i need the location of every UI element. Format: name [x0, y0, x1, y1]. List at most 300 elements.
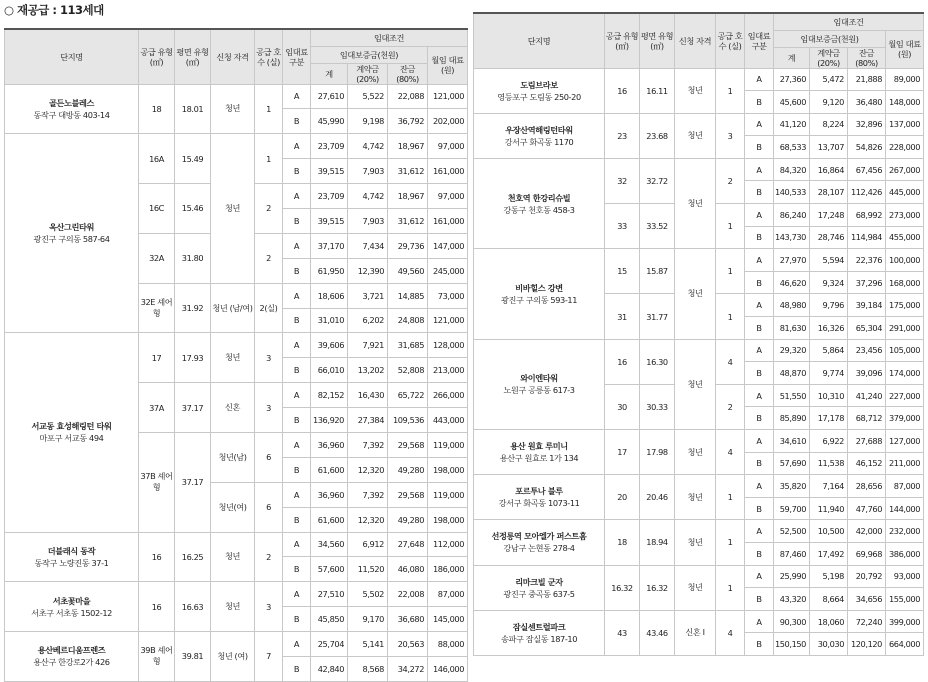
unit-count: 1	[255, 134, 283, 184]
deposit-total: 42,840	[311, 656, 348, 681]
monthly-rent: 148,000	[886, 91, 924, 114]
area: 16.11	[640, 68, 675, 113]
complex-address: 용산구 한강로2가 426	[33, 657, 110, 668]
monthly-rent: 232,000	[886, 520, 924, 543]
unit-count: 2	[255, 532, 283, 582]
monthly-rent: 266,000	[428, 383, 468, 408]
deposit-total: 35,820	[774, 475, 810, 498]
down-payment: 17,248	[810, 204, 848, 227]
deposit-total: 37,170	[311, 233, 348, 258]
table-row	[474, 520, 924, 543]
monthly-rent: 213,000	[428, 358, 468, 383]
down-payment: 28,746	[810, 226, 848, 249]
qualification: 청년	[675, 475, 716, 520]
deposit-total: 36,960	[311, 432, 348, 457]
balance: 52,808	[388, 358, 428, 383]
complex-address: 광진구 중곡동 637-5	[503, 588, 575, 599]
balance: 114,984	[848, 226, 886, 249]
complex-name-cell	[474, 430, 605, 475]
lease-type: B	[745, 226, 774, 249]
area: 15.46	[175, 184, 211, 234]
table-row	[5, 84, 468, 109]
deposit-total: 52,500	[774, 520, 810, 543]
down-payment: 7,392	[348, 432, 388, 457]
monthly-rent: 137,000	[886, 113, 924, 136]
qualification: 청년	[675, 565, 716, 610]
lease-type: A	[745, 68, 774, 91]
supply-type: 23	[605, 113, 640, 158]
unit-count: 1	[716, 565, 745, 610]
header-deposit: 임대보증금(천원)	[311, 46, 428, 63]
balance: 36,680	[388, 607, 428, 632]
deposit-total: 57,600	[311, 557, 348, 582]
header-qualification: 신청 자격	[211, 29, 255, 84]
header-lease-type: 임대료 구분	[283, 29, 311, 84]
down-payment: 9,198	[348, 109, 388, 134]
monthly-rent: 455,000	[886, 226, 924, 249]
down-payment: 5,594	[810, 249, 848, 272]
lease-type: B	[745, 362, 774, 385]
lease-type: B	[283, 358, 311, 383]
balance: 65,304	[848, 317, 886, 340]
unit-count: 2	[255, 233, 283, 283]
monthly-rent: 386,000	[886, 542, 924, 565]
down-payment: 17,178	[810, 407, 848, 430]
balance: 39,096	[848, 362, 886, 385]
qualification: 청년	[211, 333, 255, 383]
qualification: 청년(남)	[211, 432, 255, 482]
down-payment: 6,922	[810, 430, 848, 453]
balance: 20,792	[848, 565, 886, 588]
lease-type: B	[283, 457, 311, 482]
header-lease-conditions: 임대조건	[311, 29, 468, 46]
qualification: 신혼 I	[675, 610, 716, 655]
deposit-total: 41,120	[774, 113, 810, 136]
area: 18.01	[175, 84, 211, 134]
table-row	[5, 632, 468, 657]
qualification: 청년	[211, 84, 255, 134]
header-total: 계	[311, 63, 348, 84]
balance: 21,888	[848, 68, 886, 91]
deposit-total: 61,950	[311, 258, 348, 283]
supply-type: 32E 셰어형	[139, 283, 175, 333]
unit-count: 3	[255, 333, 283, 383]
lease-type: A	[745, 475, 774, 498]
down-payment: 16,326	[810, 317, 848, 340]
deposit-total: 59,700	[774, 497, 810, 520]
down-payment: 12,320	[348, 457, 388, 482]
area: 16.32	[640, 565, 675, 610]
balance: 20,563	[388, 632, 428, 657]
lease-type: A	[745, 158, 774, 181]
balance: 41,240	[848, 384, 886, 407]
balance: 22,376	[848, 249, 886, 272]
complex-address: 강남구 논현동 278-4	[503, 543, 575, 554]
lease-type: B	[283, 159, 311, 184]
deposit-total: 39,606	[311, 333, 348, 358]
supply-type: 17	[605, 430, 640, 475]
area: 32.72	[640, 158, 675, 203]
deposit-total: 136,920	[311, 408, 348, 433]
monthly-rent: 127,000	[886, 430, 924, 453]
complex-name-cell	[5, 333, 139, 532]
area: 17.93	[175, 333, 211, 383]
area: 33.52	[640, 204, 675, 249]
deposit-total: 25,990	[774, 565, 810, 588]
table-row	[474, 430, 924, 453]
complex-name: 골든노블레스	[48, 97, 95, 108]
lease-type: A	[283, 184, 311, 209]
unit-count: 1	[716, 520, 745, 565]
balance: 109,536	[388, 408, 428, 433]
unit-count: 6	[255, 432, 283, 482]
complex-address: 송파구 잠실동 187-10	[500, 633, 578, 644]
supply-type: 16	[139, 582, 175, 632]
left-lease-table	[4, 28, 468, 682]
table-row	[5, 582, 468, 607]
lease-type: B	[745, 91, 774, 114]
complex-name-cell	[474, 249, 605, 339]
deposit-total: 23,709	[311, 134, 348, 159]
area: 20.46	[640, 475, 675, 520]
complex-name: 도림브라보	[520, 79, 558, 90]
deposit-total: 45,990	[311, 109, 348, 134]
lease-type: A	[745, 565, 774, 588]
monthly-rent: 445,000	[886, 181, 924, 204]
right-lease-table	[473, 12, 924, 656]
supply-type: 31	[605, 294, 640, 339]
balance: 68,992	[848, 204, 886, 227]
table-row	[474, 610, 924, 633]
down-payment: 11,538	[810, 452, 848, 475]
monthly-rent: 87,000	[886, 475, 924, 498]
complex-name: 선정릉역 모아엘가 퍼스트홈	[491, 531, 587, 542]
lease-type: A	[283, 134, 311, 159]
down-payment: 30,030	[810, 633, 848, 656]
lease-type: A	[283, 84, 311, 109]
complex-name-cell	[5, 84, 139, 134]
lease-type: A	[283, 333, 311, 358]
lease-type: B	[283, 308, 311, 333]
balance: 69,968	[848, 542, 886, 565]
monthly-rent: 100,000	[886, 249, 924, 272]
deposit-total: 84,320	[774, 158, 810, 181]
lease-type: A	[745, 204, 774, 227]
complex-address: 광진구 구의동 593-11	[500, 294, 578, 305]
supply-type: 16	[605, 68, 640, 113]
qualification: 청년 (남/여)	[211, 283, 255, 333]
area: 39.81	[175, 632, 211, 682]
section-title: ○ 재공급 : 113세대	[4, 3, 104, 17]
monthly-rent: 273,000	[886, 204, 924, 227]
balance: 32,896	[848, 113, 886, 136]
supply-type: 32	[605, 158, 640, 203]
deposit-total: 36,960	[311, 482, 348, 507]
complex-address: 강서구 화곡동 1170	[504, 136, 574, 147]
area: 30.33	[640, 384, 675, 429]
complex-name: 용산베르디움프렌즈	[37, 645, 106, 656]
complex-name: 더블래식 동작	[47, 545, 96, 556]
complex-name: 천호역 한강리슈빌	[507, 192, 571, 203]
supply-type: 16C	[139, 184, 175, 234]
balance: 23,456	[848, 339, 886, 362]
complex-name-cell	[474, 520, 605, 565]
lease-type: A	[745, 339, 774, 362]
lease-type: A	[745, 430, 774, 453]
supply-type: 16.32	[605, 565, 640, 610]
lease-type: A	[283, 532, 311, 557]
deposit-total: 82,152	[311, 383, 348, 408]
unit-count: 2	[255, 184, 283, 234]
header-rent: 월임 대료 (원)	[886, 30, 924, 68]
lease-type: A	[283, 432, 311, 457]
deposit-total: 61,600	[311, 507, 348, 532]
unit-count: 3	[255, 582, 283, 632]
lease-type: A	[745, 520, 774, 543]
balance: 36,792	[388, 109, 428, 134]
balance: 120,120	[848, 633, 886, 656]
unit-count: 1	[716, 68, 745, 113]
down-payment: 5,198	[810, 565, 848, 588]
down-payment: 7,903	[348, 208, 388, 233]
unit-count: 1	[716, 475, 745, 520]
header-name: 단지명	[474, 13, 605, 68]
complex-name: 서초꽃마을	[52, 595, 91, 606]
qualification: 청년	[211, 532, 255, 582]
supply-type: 16	[605, 339, 640, 384]
unit-count: 1	[255, 84, 283, 134]
balance: 67,456	[848, 158, 886, 181]
area: 16.25	[175, 532, 211, 582]
qualification: 청년	[675, 249, 716, 339]
monthly-rent: 119,000	[428, 432, 468, 457]
lease-type: B	[283, 258, 311, 283]
monthly-rent: 291,000	[886, 317, 924, 340]
down-payment: 6,202	[348, 308, 388, 333]
monthly-rent: 161,000	[428, 159, 468, 184]
table-row	[474, 113, 924, 136]
monthly-rent: 175,000	[886, 294, 924, 317]
lease-type: A	[745, 294, 774, 317]
table-row	[474, 249, 924, 272]
down-payment: 28,107	[810, 181, 848, 204]
monthly-rent: 146,000	[428, 656, 468, 681]
deposit-total: 143,730	[774, 226, 810, 249]
supply-type: 20	[605, 475, 640, 520]
complex-name-cell	[5, 582, 139, 632]
deposit-total: 66,010	[311, 358, 348, 383]
complex-address: 서초구 서초동 1502-12	[31, 607, 112, 618]
balance: 34,272	[388, 656, 428, 681]
balance: 29,568	[388, 482, 428, 507]
qualification: 청년	[675, 339, 716, 429]
lease-type: B	[745, 317, 774, 340]
balance: 49,280	[388, 457, 428, 482]
complex-address: 노원구 공릉동 617-3	[503, 385, 575, 396]
lease-type: B	[745, 452, 774, 475]
monthly-rent: 121,000	[428, 308, 468, 333]
down-payment: 7,903	[348, 159, 388, 184]
down-payment: 10,310	[810, 384, 848, 407]
balance: 29,568	[388, 432, 428, 457]
lease-type: B	[283, 607, 311, 632]
down-payment: 13,202	[348, 358, 388, 383]
area: 15.87	[640, 249, 675, 294]
supply-type: 16	[139, 532, 175, 582]
down-payment: 4,742	[348, 134, 388, 159]
monthly-rent: 145,000	[428, 607, 468, 632]
balance: 22,088	[388, 84, 428, 109]
balance: 46,152	[848, 452, 886, 475]
complex-name-cell	[474, 339, 605, 429]
down-payment: 16,430	[348, 383, 388, 408]
deposit-total: 29,320	[774, 339, 810, 362]
complex-address: 마포구 서교동 494	[39, 433, 104, 444]
supply-type: 43	[605, 610, 640, 655]
complex-address: 동작구 노량진동 37-1	[34, 557, 109, 568]
complex-name: 잠실센트럴파크	[512, 621, 566, 632]
unit-count: 2(실)	[255, 283, 283, 333]
deposit-total: 150,150	[774, 633, 810, 656]
complex-name: 리마크빌 군자	[515, 576, 563, 587]
deposit-total: 48,980	[774, 294, 810, 317]
balance: 65,722	[388, 383, 428, 408]
lease-type: A	[283, 233, 311, 258]
qualification: 청년	[675, 113, 716, 158]
down-payment: 9,170	[348, 607, 388, 632]
header-count: 공급 호수 (실)	[255, 29, 283, 84]
down-payment: 12,390	[348, 258, 388, 283]
complex-name: 비바힐스 강변	[515, 282, 563, 293]
qualification: 청년	[675, 68, 716, 113]
deposit-total: 51,550	[774, 384, 810, 407]
balance: 27,688	[848, 430, 886, 453]
down-payment: 7,434	[348, 233, 388, 258]
monthly-rent: 119,000	[428, 482, 468, 507]
lease-type: A	[283, 283, 311, 308]
area: 43.46	[640, 610, 675, 655]
unit-count: 2	[716, 384, 745, 429]
complex-address: 동작구 대방동 403-14	[33, 109, 110, 120]
deposit-total: 34,610	[774, 430, 810, 453]
monthly-rent: 202,000	[428, 109, 468, 134]
monthly-rent: 128,000	[428, 333, 468, 358]
unit-count: 3	[716, 113, 745, 158]
complex-name: 우장산역해링턴타워	[505, 124, 573, 135]
balance: 49,560	[388, 258, 428, 283]
down-payment: 5,864	[810, 339, 848, 362]
complex-name-cell	[474, 610, 605, 655]
header-lease-conditions: 임대조건	[774, 13, 924, 30]
complex-name-cell	[5, 632, 139, 682]
deposit-total: 18,606	[311, 283, 348, 308]
supply-type: 18	[605, 520, 640, 565]
supply-type: 33	[605, 204, 640, 249]
lease-type: A	[283, 582, 311, 607]
monthly-rent: 174,000	[886, 362, 924, 385]
complex-address: 영등포구 도림동 250-20	[497, 91, 581, 102]
deposit-total: 27,510	[311, 582, 348, 607]
qualification: 청년 (여)	[211, 632, 255, 682]
supply-type: 15	[605, 249, 640, 294]
monthly-rent: 228,000	[886, 136, 924, 159]
lease-type: A	[745, 384, 774, 407]
deposit-total: 43,320	[774, 588, 810, 611]
unit-count: 1	[716, 249, 745, 294]
down-payment: 27,384	[348, 408, 388, 433]
monthly-rent: 87,000	[428, 582, 468, 607]
deposit-total: 27,970	[774, 249, 810, 272]
down-payment: 5,502	[348, 582, 388, 607]
down-payment: 9,324	[810, 271, 848, 294]
down-payment: 11,940	[810, 497, 848, 520]
monthly-rent: 89,000	[886, 68, 924, 91]
deposit-total: 87,460	[774, 542, 810, 565]
lease-type: B	[745, 181, 774, 204]
deposit-total: 46,620	[774, 271, 810, 294]
down-payment: 11,520	[348, 557, 388, 582]
down-payment: 5,472	[810, 68, 848, 91]
balance: 68,712	[848, 407, 886, 430]
lease-type: A	[745, 610, 774, 633]
area: 16.63	[175, 582, 211, 632]
qualification: 청년	[675, 158, 716, 248]
balance: 112,426	[848, 181, 886, 204]
monthly-rent: 73,000	[428, 283, 468, 308]
monthly-rent: 399,000	[886, 610, 924, 633]
monthly-rent: 88,000	[428, 632, 468, 657]
balance: 31,612	[388, 159, 428, 184]
table-row	[5, 532, 468, 557]
down-payment: 6,912	[348, 532, 388, 557]
unit-count: 7	[255, 632, 283, 682]
deposit-total: 61,600	[311, 457, 348, 482]
area: 18.94	[640, 520, 675, 565]
header-count: 공급 호수 (실)	[716, 13, 745, 68]
lease-type: B	[745, 588, 774, 611]
qualification: 청년	[211, 134, 255, 283]
lease-type: A	[283, 482, 311, 507]
monthly-rent: 93,000	[886, 565, 924, 588]
down-payment: 10,500	[810, 520, 848, 543]
area: 31.92	[175, 283, 211, 333]
header-name: 단지명	[5, 29, 139, 84]
complex-address: 강동구 천호동 458-3	[503, 204, 575, 215]
header-supply-type: 공급 유형 (㎡)	[605, 13, 640, 68]
balance: 39,184	[848, 294, 886, 317]
header-lease-type: 임대료 구분	[745, 13, 774, 68]
area: 16.30	[640, 339, 675, 384]
supply-type: 30	[605, 384, 640, 429]
complex-address: 강서구 화곡동 1073-11	[498, 498, 580, 509]
balance: 34,656	[848, 588, 886, 611]
deposit-total: 31,010	[311, 308, 348, 333]
lease-type: B	[745, 633, 774, 656]
supply-type: 17	[139, 333, 175, 383]
down-payment: 18,060	[810, 610, 848, 633]
unit-count: 1	[716, 294, 745, 339]
header-down-payment: 계약금 (20%)	[810, 47, 848, 68]
table-row	[5, 134, 468, 159]
balance: 54,826	[848, 136, 886, 159]
lease-type: B	[283, 656, 311, 681]
area: 15.49	[175, 134, 211, 184]
deposit-total: 39,515	[311, 159, 348, 184]
supply-type: 37A	[139, 383, 175, 433]
monthly-rent: 112,000	[428, 532, 468, 557]
supply-type: 32A	[139, 233, 175, 283]
header-total: 계	[774, 47, 810, 68]
